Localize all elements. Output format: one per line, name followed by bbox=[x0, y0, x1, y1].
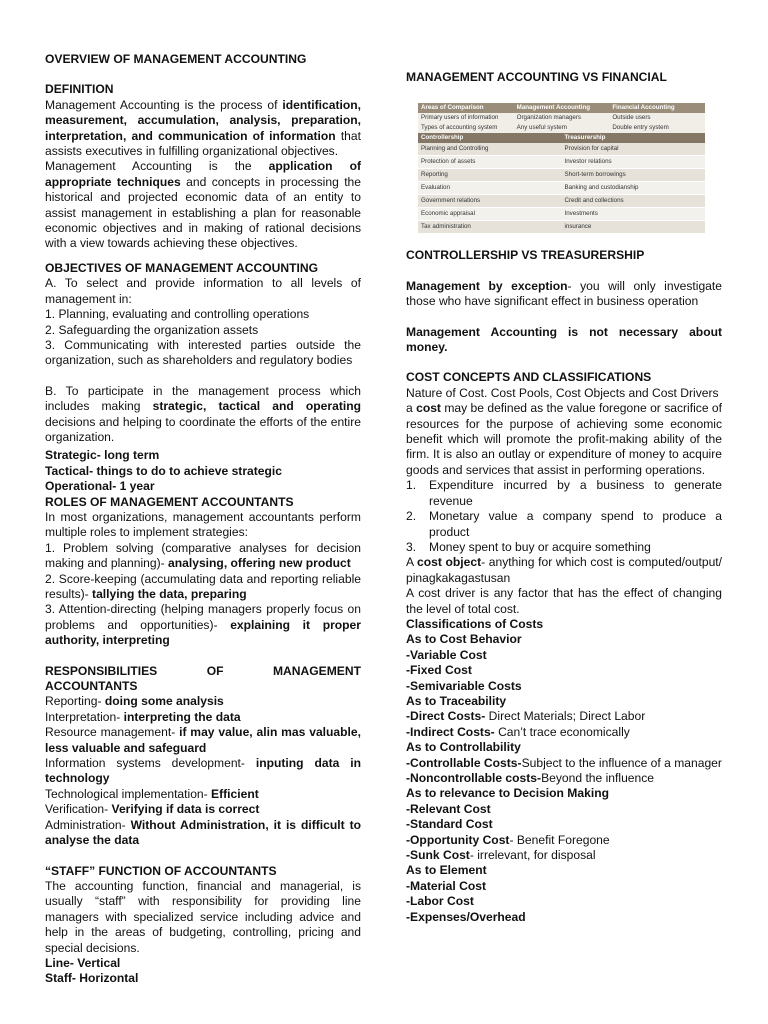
opportunity-cost: -Opportunity Cost- Benefit Foregone bbox=[406, 832, 610, 847]
classifications-heading: Classifications of Costs bbox=[406, 616, 544, 631]
element-heading: As to Element bbox=[406, 863, 487, 878]
table2-cell: Tax administration bbox=[421, 223, 471, 231]
list-item: 3. Money spent to buy or acquire something bbox=[406, 539, 651, 554]
right-column bbox=[406, 70, 722, 925]
table1-header-cell: Financial Accounting bbox=[612, 104, 675, 112]
not-necessary-note: Management Accounting is not necessary about money. bbox=[406, 324, 722, 355]
table2-cell: Government relations bbox=[421, 197, 481, 205]
comparison-table-image bbox=[418, 103, 705, 234]
noncontrollable-costs: -Noncontrollable costs-Beyond the influence bbox=[406, 771, 655, 785]
table-row bbox=[418, 143, 705, 156]
labor-cost: -Labor Cost bbox=[406, 894, 474, 909]
behavior-heading: As to Cost Behavior bbox=[406, 632, 522, 647]
role-item: 3. Attention-directing (helping managers properly focus on problems and opportunities)- explaining it proper authority, interpreting bbox=[45, 602, 361, 648]
table2-cell: Planning and Controlling bbox=[421, 145, 489, 153]
responsibility-item: Information systems development- inputing data in technology bbox=[45, 756, 361, 786]
semivariable-cost: -Semivariable Costs bbox=[406, 678, 522, 693]
cost-list bbox=[406, 478, 722, 555]
definition-paragraph-2: Management Accounting is the application of appropriate techniques and concepts in processing the historical and projected economic data of an entity to assist management in establishing a plan for reasonable economic objectives and in making of rational decisions with a view towards achieving these objectives. bbox=[45, 159, 362, 251]
operational-note: Operational- 1 year bbox=[45, 479, 155, 494]
roles-intro: In most organizations, management accountants perform multiple roles to implement strategies: bbox=[45, 509, 361, 540]
table1-cell: Organization managers bbox=[516, 114, 581, 122]
objective-a-item: 2. Safeguarding the organization assets bbox=[45, 322, 259, 337]
staff-note: Staff- Horizontal bbox=[45, 971, 139, 986]
table1-cell: Double entry system bbox=[612, 124, 669, 132]
relevant-cost: -Relevant Cost bbox=[406, 801, 491, 816]
controllership-heading: CONTROLLERSHIP VS TREASURERSHIP bbox=[406, 248, 645, 263]
list-item: 2. Monetary value a company spend to produce a product bbox=[406, 509, 722, 539]
table2-cell: Short-term borrowings bbox=[564, 171, 626, 179]
table-row bbox=[418, 182, 705, 195]
vs-heading: MANAGEMENT ACCOUNTING VS FINANCIAL bbox=[406, 70, 667, 84]
table1-header-cell: Areas of Comparison bbox=[421, 104, 484, 112]
cost-object: A cost object- anything for which cost is computed/output/ pinagkakagastusan bbox=[406, 555, 723, 585]
traceability-heading: As to Traceability bbox=[406, 693, 507, 708]
sunk-cost: -Sunk Cost- irrelevant, for disposal bbox=[406, 848, 596, 863]
responsibility-item: Interpretation- interpreting the data bbox=[45, 709, 241, 724]
table-row bbox=[418, 169, 705, 182]
table2-cell: Provision for capital bbox=[564, 145, 619, 153]
page-title: OVERVIEW OF MANAGEMENT ACCOUNTING bbox=[45, 52, 307, 66]
table2-cell: Reporting bbox=[421, 171, 448, 179]
nature-of-cost: Nature of Cost. Cost Pools, Cost Objects and Cost Drivers bbox=[406, 385, 719, 400]
definition-heading: DEFINITION bbox=[45, 82, 114, 97]
cost-driver: A cost driver is any factor that has the effect of changing the level of total cost. bbox=[406, 586, 722, 616]
standard-cost: -Standard Cost bbox=[406, 817, 493, 832]
table1-row bbox=[418, 123, 705, 133]
responsibilities-heading: RESPONSIBILITIES OF MANAGEMENT ACCOUNTANTS bbox=[45, 663, 361, 694]
strategic-note: Strategic- long term bbox=[45, 448, 160, 463]
tactical-note: Tactical- things to do to achieve strategic bbox=[45, 463, 282, 478]
table-row bbox=[418, 208, 705, 221]
table2-cell: insurance bbox=[564, 223, 592, 231]
table2-cell: Credit and collections bbox=[564, 197, 624, 205]
table1-cell: Outside users bbox=[612, 114, 651, 122]
staff-paragraph: The accounting function, financial and managerial, is usually “staff” with responsibility for providing line managers with specialized service including advice and help in the areas of budgeting, controlling, pricing and special decisions. bbox=[45, 878, 361, 955]
table-row bbox=[418, 156, 705, 169]
objectives-heading: OBJECTIVES OF MANAGEMENT ACCOUNTING bbox=[45, 260, 319, 275]
table1-cell: Types of accounting system bbox=[421, 124, 498, 132]
table2-body bbox=[418, 143, 705, 234]
responsibility-item: Reporting- doing some analysis bbox=[45, 694, 224, 709]
table-row bbox=[418, 195, 705, 208]
role-item: 2. Score-keeping (accumulating data and reporting reliable results)- tallying the data, preparing bbox=[45, 571, 361, 601]
responsibility-item: Verification- Verifying if data is correct bbox=[45, 802, 260, 817]
table2-cell: Investments bbox=[564, 210, 598, 218]
objective-a: A. To select and provide information to all levels of management in: bbox=[45, 276, 361, 306]
table1-cell: Any useful system bbox=[516, 124, 567, 132]
variable-cost: -Variable Cost bbox=[406, 647, 487, 662]
table1-row bbox=[418, 113, 705, 123]
objective-a-item: 1. Planning, evaluating and controlling operations bbox=[45, 307, 310, 322]
table2-header-cell: Treasurership bbox=[564, 134, 606, 142]
responsibility-item: Technological implementation- Efficient bbox=[45, 786, 259, 801]
staff-heading: “STAFF” FUNCTION OF ACCOUNTANTS bbox=[45, 863, 277, 878]
definition-paragraph-1: Management Accounting is the process of identification, measurement, accumulation, analysis, preparation, interpretation, and communication of information that assists executives in fulfilling organizational objectives. bbox=[45, 97, 361, 159]
table2-header-cell: Controllership bbox=[421, 134, 464, 142]
left-column bbox=[45, 52, 361, 987]
expenses-overhead: -Expenses/Overhead bbox=[406, 909, 526, 924]
table1-cell: Primary users of information bbox=[421, 114, 499, 122]
cost-concepts-heading: COST CONCEPTS AND CLASSIFICATIONS bbox=[406, 370, 652, 385]
indirect-costs: -Indirect Costs- Can’t trace economically bbox=[406, 724, 630, 739]
table-row bbox=[418, 221, 705, 234]
relevance-heading: As to relevance to Decision Making bbox=[406, 786, 609, 801]
list-item: 1. Expenditure incurred by a business to generate revenue bbox=[406, 478, 722, 508]
fixed-cost: -Fixed Cost bbox=[406, 663, 472, 678]
table2-cell: Evaluation bbox=[421, 184, 450, 192]
responsibility-item: Administration- Without Administration, it is difficult to analyse the data bbox=[45, 817, 362, 848]
table1-header bbox=[418, 103, 705, 113]
objective-b: B. To participate in the management process which includes making strategic, tactical and operating decisions and helping to coordinate the efforts of the entire organization. bbox=[45, 383, 361, 444]
direct-costs: -Direct Costs- Direct Materials; Direct Labor bbox=[406, 709, 646, 724]
material-cost: -Material Cost bbox=[406, 878, 486, 893]
responsibility-item: Resource management- if may value, alin mas valuable, less valuable and safeguard bbox=[45, 725, 361, 755]
role-item: 1. Problem solving (comparative analyses for decision making and planning)- analysing, offering new product bbox=[45, 540, 361, 571]
table1-header-cell: Management Accounting bbox=[516, 104, 591, 112]
table2-cell: Banking and custodianship bbox=[564, 184, 639, 192]
table2-cell: Protection of assets bbox=[421, 158, 476, 166]
table2-cell: Economic appraisal bbox=[421, 210, 475, 218]
table2-header bbox=[418, 133, 705, 143]
cost-definition: a cost may be defined as the value foregone or sacrifice of resources for the purpose of achieving some economic benefit which will promote the profit-making ability of the firm. It is also an outlay or expenditure of money to acquire goods and services that assist in performing operations. bbox=[406, 401, 722, 477]
controllable-costs: -Controllable Costs-Subject to the influence of a manager bbox=[406, 755, 722, 770]
objective-a-item: 3. Communicating with interested parties outside the organization, such as shareholders and regulatory bodies bbox=[45, 337, 361, 368]
controllability-heading: As to Controllability bbox=[406, 740, 521, 755]
table2-cell: Investor relations bbox=[564, 158, 612, 166]
line-note: Line- Vertical bbox=[45, 955, 121, 970]
management-by-exception: Management by exception- you will only investigate those who have significant effect in business operation bbox=[406, 278, 722, 309]
roles-heading: ROLES OF MANAGEMENT ACCOUNTANTS bbox=[45, 494, 294, 509]
